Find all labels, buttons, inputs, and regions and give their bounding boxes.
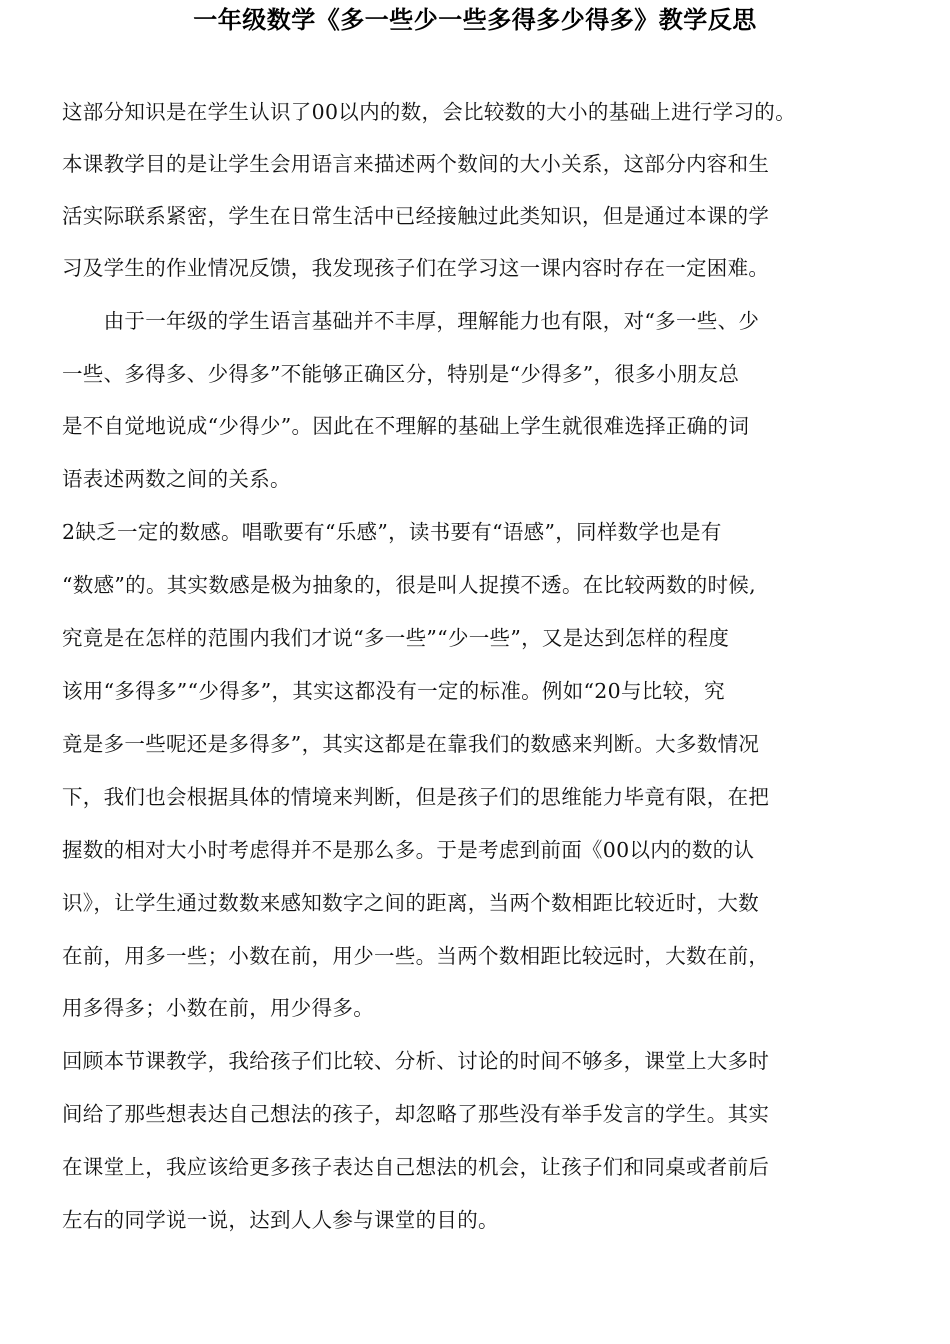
body-line-17: 在前，用多一些；小数在前，用少一些。当两个数相距比较远时，大数在前， [62,944,770,968]
body-line-10: “数感”的。其实数感是极为抽象的，很是叫人捉摸不透。在比较两数的时候, [62,573,756,597]
body-line-9: 2缺乏一定的数感。唱歌要有“乐感”，读书要有“语感”，同样数学也是有 [62,520,722,544]
body-line-7: 是不自觉地说成“少得少”。因此在不理解的基础上学生就很难选择正确的词 [62,414,750,438]
body-line-19: 回顾本节课教学，我给孩子们比较、分析、讨论的时间不够多，课堂上大多时 [62,1049,770,1073]
body-line-6: 一些、多得多、少得多”不能够正确区分，特别是“少得多”，很多小朋友总 [62,362,740,386]
body-line-12: 该用“多得多”“少得多”，其实这都没有一定的标准。例如“20与比较，究 [62,679,725,703]
body-line-22: 左右的同学说一说，达到人人参与课堂的目的。 [62,1208,499,1232]
body-line-3: 活实际联系紧密，学生在日常生活中已经接触过此类知识，但是通过本课的学 [62,204,770,228]
document-title: 一年级数学《多一些少一些多得多少得多》教学反思 [193,6,757,34]
body-line-2: 本课教学目的是让学生会用语言来描述两个数间的大小关系，这部分内容和生 [62,152,770,176]
body-line-14: 下，我们也会根据具体的情境来判断，但是孩子们的思维能力毕竟有限，在把 [62,785,770,809]
body-line-8: 语表述两数之间的关系。 [62,467,291,491]
body-line-15: 握数的相对大小时考虑得并不是那么多。于是考虑到前面《00以内的数的认 [62,838,755,862]
body-line-16: 识》，让学生通过数数来感知数字之间的距离，当两个数相距比较近时，大数 [62,891,759,915]
body-line-18: 用多得多；小数在前，用少得多。 [62,996,374,1020]
body-line-21: 在课堂上，我应该给更多孩子表达自己想法的机会，让孩子们和同桌或者前后 [62,1155,770,1179]
body-line-20: 间给了那些想表达自己想法的孩子，却忽略了那些没有举手发言的学生。其实 [62,1102,770,1126]
body-line-4: 习及学生的作业情况反馈，我发现孩子们在学习这一课内容时存在一定困难。 [62,256,770,280]
body-line-1: 这部分知识是在学生认识了00以内的数，会比较数的大小的基础上进行学习的。 [62,100,796,124]
body-line-11: 究竟是在怎样的范围内我们才说“多一些”“少一些”，又是达到怎样的程度 [62,626,730,650]
body-line-13: 竟是多一些呢还是多得多”，其实这都是在靠我们的数感来判断。大多数情况 [62,732,760,756]
body-line-5: 由于一年级的学生语言基础并不丰厚，理解能力也有限，对“多一些、少 [62,309,760,333]
